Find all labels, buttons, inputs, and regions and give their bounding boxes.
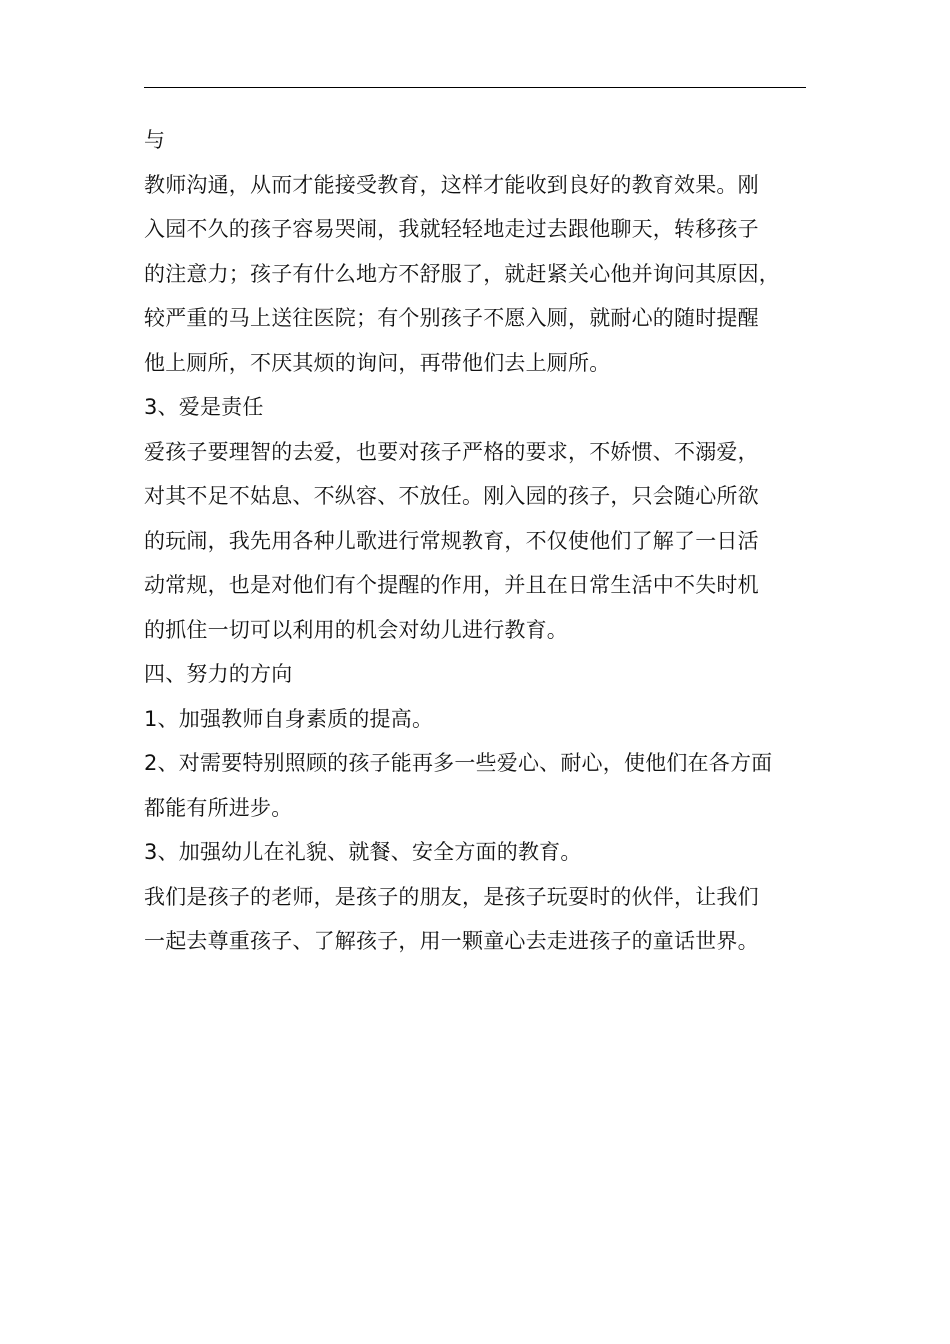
list-item: 1、加强教师自身素质的提高。 bbox=[144, 706, 434, 731]
text-line: 爱孩子要理智的去爱，也要对孩子严格的要求，不娇惯、不溺爱， bbox=[144, 439, 759, 464]
document-body bbox=[144, 118, 812, 964]
text-line: 他上厕所，不厌其烦的询问，再带他们去上厕所。 bbox=[144, 350, 611, 375]
text-line: 与 bbox=[144, 128, 166, 152]
text-line: 的抓住一切可以利用的机会对幼儿进行教育。 bbox=[144, 617, 568, 642]
text-line: 都能有所进步。 bbox=[144, 795, 293, 820]
text-line: 的注意力；孩子有什么地方不舒服了，就赶紧关心他并询问其原因， bbox=[144, 261, 780, 286]
list-item: 3、加强幼儿在礼貌、就餐、安全方面的教育。 bbox=[144, 840, 582, 864]
section-heading: 3、爱是责任 bbox=[144, 395, 264, 419]
section-heading: 四、努力的方向 bbox=[144, 662, 293, 686]
text-line: 入园不久的孩子容易哭闹，我就轻轻地走过去跟他聊天，转移孩子 bbox=[144, 217, 759, 241]
text-line: 教师沟通，从而才能接受教育，这样才能收到良好的教育效果。刚 bbox=[144, 172, 759, 197]
text-line: 对其不足不姑息、不纵容、不放任。刚入园的孩子，只会随心所欲 bbox=[144, 484, 759, 508]
text-line: 较严重的马上送往医院；有个别孩子不愿入厕，就耐心的随时提醒 bbox=[144, 306, 759, 330]
text-line: 动常规，也是对他们有个提醒的作用，并且在日常生活中不失时机 bbox=[144, 573, 759, 597]
text-line: 我们是孩子的老师，是孩子的朋友，是孩子玩耍时的伙伴，让我们 bbox=[144, 884, 759, 909]
text-line: 一起去尊重孩子、了解孩子，用一颗童心去走进孩子的童话世界。 bbox=[144, 929, 759, 953]
text-line: 的玩闹，我先用各种儿歌进行常规教育，不仅使他们了解了一日活 bbox=[144, 528, 759, 553]
list-item: 2、对需要特别照顾的孩子能再多一些爱心、耐心，使他们在各方面 bbox=[144, 751, 773, 775]
header-rule bbox=[144, 87, 806, 88]
